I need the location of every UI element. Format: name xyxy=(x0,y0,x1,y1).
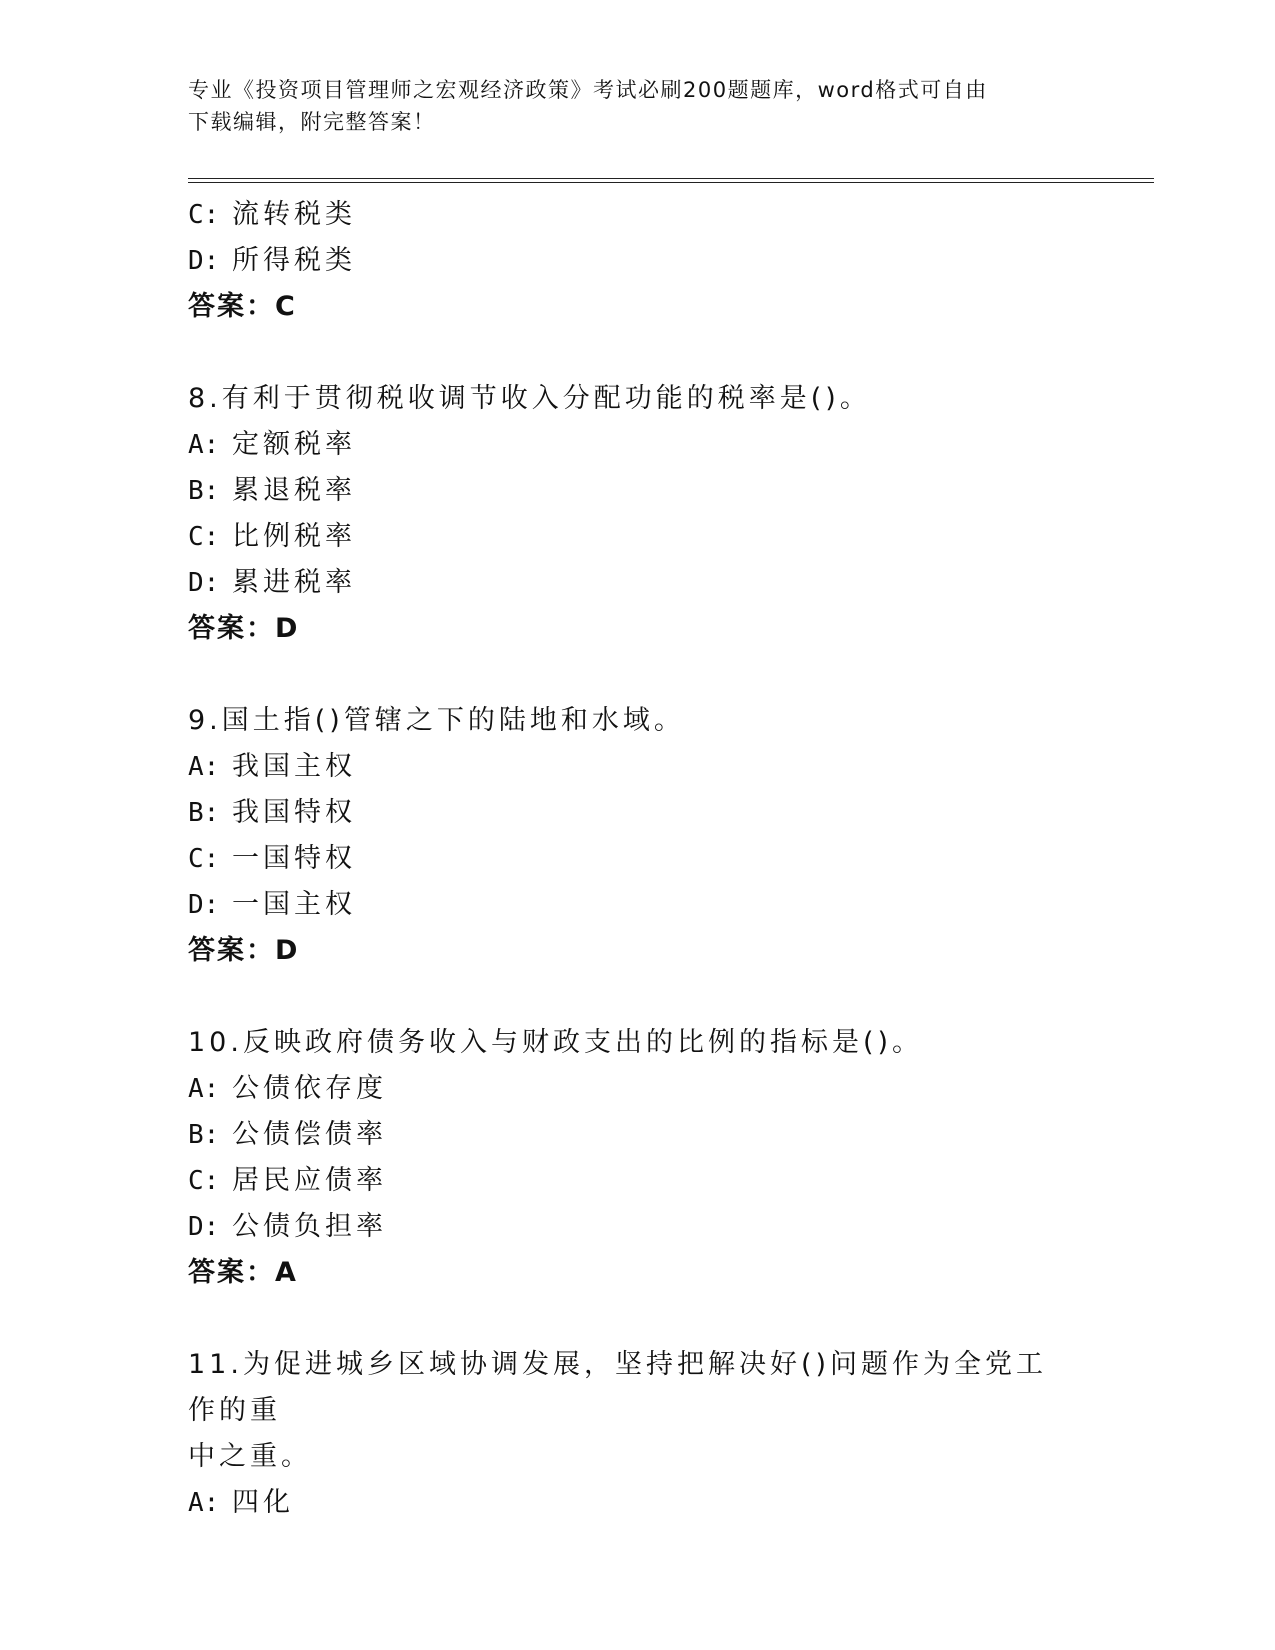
answer-line: 答案：C xyxy=(188,291,297,322)
option-letter: C: xyxy=(188,1166,220,1196)
spacer xyxy=(188,652,1088,698)
option-letter: A: xyxy=(188,752,220,782)
option-a xyxy=(188,1066,1088,1112)
option-letter: D: xyxy=(188,246,220,276)
option-text: 居民应债率 xyxy=(232,1165,387,1196)
question-stem-line-2: 中之重。 xyxy=(188,1441,312,1472)
option-letter: C: xyxy=(188,844,220,874)
header-divider-top xyxy=(188,178,1154,179)
option-letter: B: xyxy=(188,798,220,828)
option-letter: C: xyxy=(188,200,220,230)
option-letter: A: xyxy=(188,1488,220,1518)
header-line-1: 专业《投资项目管理师之宏观经济政策》考试必刷200题题库，word格式可自由 xyxy=(188,78,988,102)
document-header xyxy=(188,74,1088,138)
option-letter: A: xyxy=(188,1074,220,1104)
option-a xyxy=(188,744,1088,790)
option-text: 一国特权 xyxy=(232,843,356,874)
option-letter: D: xyxy=(188,1212,220,1242)
option-text: 所得税类 xyxy=(232,245,356,276)
option-text: 公债负担率 xyxy=(232,1211,387,1242)
option-text: 四化 xyxy=(232,1487,294,1518)
answer-line: 答案：D xyxy=(188,613,300,644)
option-d xyxy=(188,560,1088,606)
question-stem-line-1: 11.为促进城乡区域协调发展，坚持把解决好()问题作为全党工作的重 xyxy=(188,1349,1048,1426)
option-text: 累进税率 xyxy=(232,567,356,598)
option-text: 流转税类 xyxy=(232,199,356,230)
option-text: 公债依存度 xyxy=(232,1073,387,1104)
spacer xyxy=(188,330,1088,376)
header-line-2: 下载编辑，附完整答案！ xyxy=(188,110,436,134)
question-stem: 9.国土指()管辖之下的陆地和水域。 xyxy=(188,705,685,736)
option-letter: D: xyxy=(188,890,220,920)
option-d xyxy=(188,1204,1088,1250)
spacer xyxy=(188,974,1088,1020)
answer-line: 答案：D xyxy=(188,935,300,966)
option-letter: A: xyxy=(188,430,220,460)
option-letter: D: xyxy=(188,568,220,598)
option-letter: C: xyxy=(188,522,220,552)
option-letter: B: xyxy=(188,1120,220,1150)
option-text: 比例税率 xyxy=(232,521,356,552)
option-c xyxy=(188,514,1088,560)
question-stem: 10.反映政府债务收入与财政支出的比例的指标是()。 xyxy=(188,1027,924,1058)
option-b xyxy=(188,1112,1088,1158)
option-a xyxy=(188,1480,1088,1526)
option-text: 累退税率 xyxy=(232,475,356,506)
option-a xyxy=(188,422,1088,468)
option-text: 定额税率 xyxy=(232,429,356,460)
option-d xyxy=(188,238,1088,284)
option-letter: B: xyxy=(188,476,220,506)
option-d xyxy=(188,882,1088,928)
question-stem: 8.有利于贯彻税收调节收入分配功能的税率是()。 xyxy=(188,383,871,414)
option-text: 一国主权 xyxy=(232,889,356,920)
option-text: 公债偿债率 xyxy=(232,1119,387,1150)
option-text: 我国特权 xyxy=(232,797,356,828)
option-c xyxy=(188,1158,1088,1204)
question-content xyxy=(188,192,1088,1526)
option-b xyxy=(188,468,1088,514)
option-c xyxy=(188,836,1088,882)
header-divider-bottom xyxy=(188,182,1154,183)
option-b xyxy=(188,790,1088,836)
option-c xyxy=(188,192,1088,238)
spacer xyxy=(188,1296,1088,1342)
option-text: 我国主权 xyxy=(232,751,356,782)
answer-line: 答案：A xyxy=(188,1257,298,1288)
